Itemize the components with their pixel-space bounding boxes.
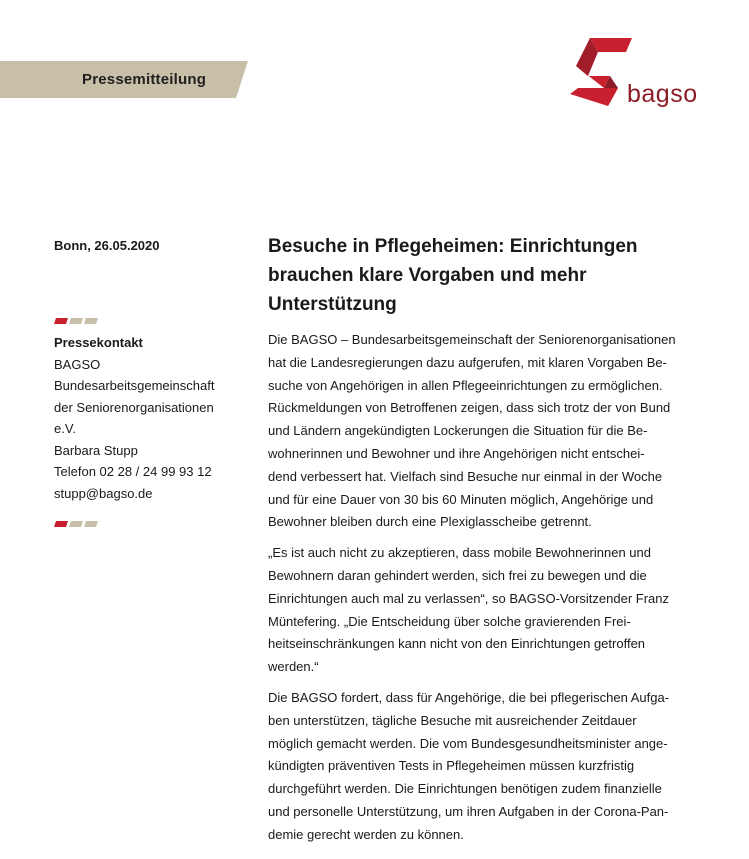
text-line: kündigten präventiven Tests in Pflegeheimen müssen kurzfristig (268, 758, 635, 774)
article (268, 232, 708, 855)
article-title (268, 232, 708, 319)
article-paragraph-1 (268, 329, 708, 534)
text-line: durchgeführt werden. Die Einrichtungen benötigen zudem finanzielle (268, 781, 662, 797)
banner-label: Pressemitteilung (82, 71, 207, 88)
text-line: und Ländern angekündigten Lockerungen die Situation für die Be- (268, 423, 648, 439)
contact-email[interactable]: stupp@bagso.de (54, 485, 153, 501)
press-contact-heading: Pressekontakt (54, 335, 143, 350)
text-line: Rückmeldungen von Betroffenen zeigen, dass sich trotz der von Bund (268, 400, 671, 416)
article-paragraph-2 (268, 542, 708, 679)
bagso-logo[interactable] (568, 36, 698, 116)
text-line: und für eine Dauer von 30 bis 60 Minuten möglich, Angehörige und (268, 491, 654, 507)
contact-line: der Seniorenorganisationen (54, 399, 214, 415)
text-line: demie gerecht werden zu können. (268, 826, 464, 842)
text-line: suche von Angehörigen in allen Pflegeeinrichtungen zu ermöglichen. (268, 377, 663, 393)
text-line: werden.“ (268, 659, 319, 675)
article-paragraph-3 (268, 687, 708, 847)
text-line: und personelle Unterstützung, um ihren Aufgaben in der Corona-Pan- (268, 803, 669, 819)
title-line: Besuche in Pflegeheimen: Einrichtungen (268, 236, 638, 257)
text-line: Müntefering. „Die Entscheidung über solche gravierenden Frei- (268, 613, 631, 629)
release-date-block (54, 235, 244, 257)
text-line: ben unterstützen, tägliche Besuche mit ausreichender Zeitdauer (268, 712, 637, 728)
text-line: wohnerinnen und Bewohner und ihre Angehörigen nicht entschei- (268, 445, 645, 461)
title-line: brauchen klare Vorgaben und mehr (268, 265, 587, 286)
text-line: Bewohnern daran gehindert werden, sich frei zu bewegen und die (268, 567, 647, 583)
text-line: Einrichtungen auch mal zu verlassen“, so BAGSO-Vorsitzender Franz (268, 590, 670, 606)
divider-dashes-top (54, 318, 98, 324)
text-line: dend verbessert hat. Vielfach sind Besuche nur einmal in der Woche (268, 468, 663, 484)
contact-line: e.V. (54, 421, 76, 436)
text-line: möglich gemacht werden. Die vom Bundesgesundheitsminister ange- (268, 735, 668, 751)
contact-line: BAGSO (54, 356, 101, 372)
text-line: Die BAGSO – Bundesarbeitsgemeinschaft der Seniorenorganisationen (268, 332, 676, 347)
text-line: heitseinschränkungen kann nicht von den Einrichtungen getroffen (268, 636, 646, 652)
text-line: „Es ist auch nicht zu akzeptieren, dass mobile Bewohnerinnen und (268, 545, 651, 561)
text-line: Die BAGSO fordert, dass für Angehörige, die bei pflegerischen Aufga- (268, 689, 670, 705)
press-release-banner (0, 61, 248, 98)
release-date: Bonn, 26.05.2020 (54, 238, 160, 253)
contact-phone: Telefon 02 28 / 24 99 93 12 (54, 464, 212, 479)
logo-wordmark: bagso (627, 80, 698, 108)
press-contact (54, 332, 244, 504)
title-line: Unterstützung (268, 294, 397, 315)
text-line: hat die Landesregierungen dazu aufgerufen, mit klaren Vorgaben Be- (268, 354, 667, 370)
text-line: Bewohner bleiben durch eine Plexiglasscheibe getrennt. (268, 514, 592, 530)
divider-dashes-bottom (54, 521, 98, 527)
contact-name: Barbara Stupp (54, 442, 138, 458)
contact-line: Bundesarbeitsgemeinschaft (54, 378, 215, 393)
